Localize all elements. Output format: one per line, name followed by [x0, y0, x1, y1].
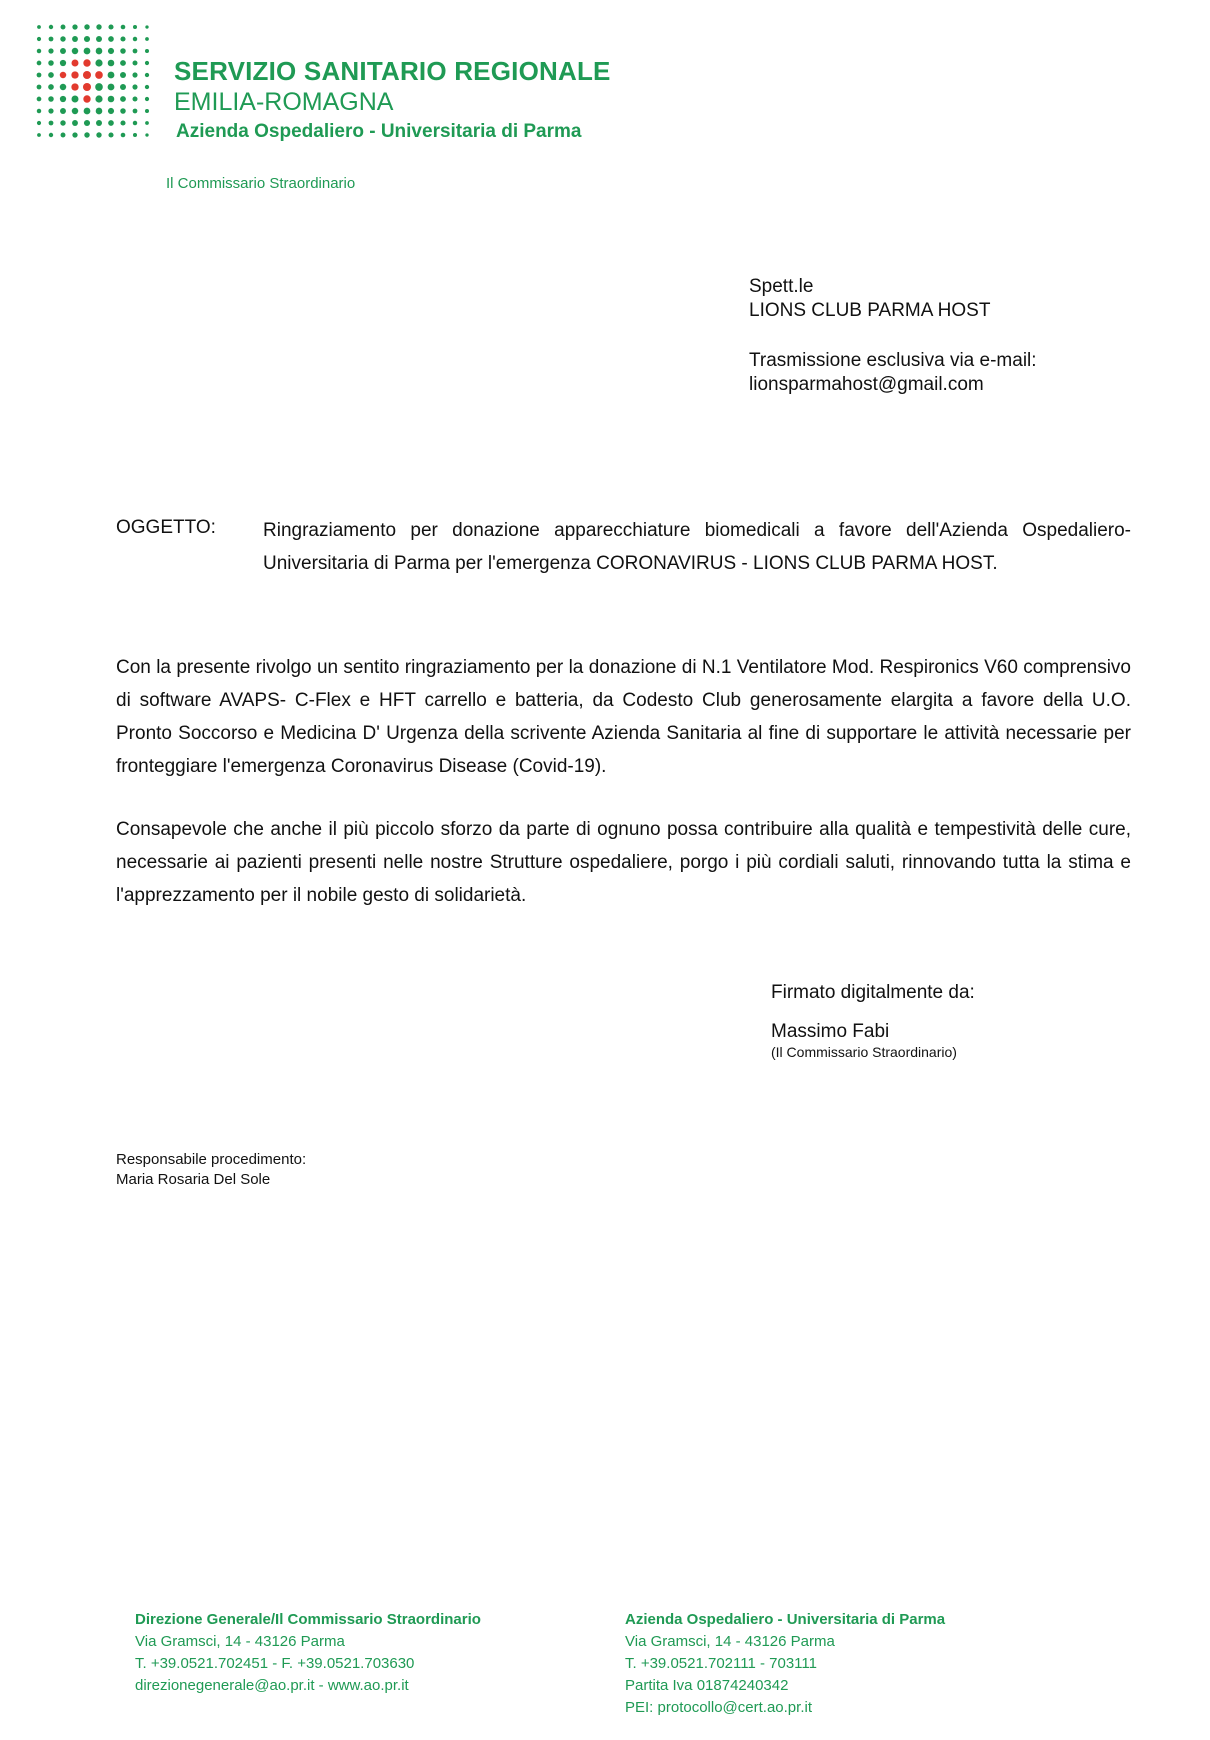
logo-dot: [61, 25, 66, 30]
footer-left-title: Direzione Generale/Il Commissario Straordinario: [135, 1611, 481, 1628]
logo-dot: [145, 37, 149, 41]
logo-dot: [95, 71, 103, 79]
logo-dot: [37, 37, 41, 41]
logo-dot: [145, 25, 148, 28]
logo-dot: [95, 95, 102, 102]
footer-left-phone: T. +39.0521.702451 - F. +39.0521.703630: [135, 1655, 415, 1672]
logo-dot: [108, 84, 115, 91]
logo-dot-grid: [34, 22, 154, 142]
logo-dot: [108, 48, 114, 54]
recipient-salutation: Spett.le: [749, 276, 814, 297]
logo-dot: [96, 48, 103, 55]
logo-dot: [96, 120, 102, 126]
footer-left-web: direzionegenerale@ao.pr.it - www.ao.pr.it: [135, 1677, 409, 1694]
recipient-name: LIONS CLUB PARMA HOST: [749, 300, 991, 321]
logo-dot: [108, 132, 113, 137]
logo-dot: [37, 49, 41, 53]
logo-dot: [145, 61, 149, 65]
logo-dot: [95, 59, 102, 66]
responsible-name: Maria Rosaria Del Sole: [116, 1171, 271, 1188]
recipient-transmission: Trasmissione esclusiva via e-mail:: [749, 350, 1037, 371]
logo-dot: [120, 36, 125, 41]
logo-dot: [72, 132, 77, 137]
logo-dot: [108, 108, 114, 114]
logo-dot: [37, 61, 42, 66]
logo-dot: [145, 97, 149, 101]
logo-dot: [132, 84, 137, 89]
logo-dot: [108, 24, 113, 29]
logo-dot: [133, 109, 138, 114]
logo-dot: [37, 133, 41, 137]
signature-role: (Il Commissario Straordinario): [771, 1044, 957, 1060]
logo-dot: [48, 96, 54, 102]
logo-dot: [84, 48, 91, 55]
logo-dot: [83, 83, 91, 91]
logo-dot: [96, 108, 103, 115]
logo-dot: [121, 25, 126, 30]
logo-dot: [49, 121, 54, 126]
logo-dot: [72, 36, 78, 42]
footer-right-pec: PEI: protocollo@cert.ao.pr.it: [625, 1699, 812, 1716]
logo-dot: [120, 96, 126, 102]
logo-dot: [120, 108, 126, 114]
logo-dot: [120, 120, 125, 125]
logo-dot: [84, 108, 91, 115]
logo-dot: [60, 108, 66, 114]
signature-label: Firmato digitalmente da:: [771, 982, 975, 1003]
logo-dot: [108, 36, 114, 42]
logo-dot: [48, 84, 54, 90]
logo-dot: [60, 48, 66, 54]
logo-dot: [132, 96, 137, 101]
logo-dot: [37, 85, 42, 90]
logo-dot: [49, 37, 54, 42]
recipient-email: lionsparmahost@gmail.com: [749, 374, 984, 395]
logo-dot: [49, 133, 53, 137]
logo-dot: [96, 132, 101, 137]
logo-dot: [121, 133, 126, 138]
logo-dot: [145, 133, 148, 136]
logo-dot: [49, 25, 53, 29]
subject-text: Ringraziamento per donazione apparecchiature biomedicali a favore dell'Azienda Ospedaliero-Universitaria di Parma per l'emergenza CORONAVIRUS - LIONS CLUB PARMA HOST.: [263, 520, 1131, 574]
logo-dot: [60, 36, 65, 41]
body-paragraph-1: Con la presente rivolgo un sentito ringraziamento per la donazione di N.1 Ventilatore Mod. Respironics V60 comprensivo di software AVAPS- C-Flex e HFT carrello e batteria, da Codesto Club generosamente elargita a favore della U.O. Pronto Soccorso e Medicina D' Urgenza della scrivente Azienda Sanitaria al fine di supportare le attività necessarie per fronteggiare l'emergenza Coronavirus Disease (Covid-19).: [116, 657, 1131, 777]
subject-label: OGGETTO:: [116, 517, 216, 538]
logo-dot: [132, 72, 137, 77]
logo-dot: [72, 60, 79, 67]
footer-right-address: Via Gramsci, 14 - 43126 Parma: [625, 1633, 835, 1650]
footer-left: [135, 1609, 481, 1697]
logo-dot: [120, 60, 126, 66]
logo-dot: [133, 37, 137, 41]
logo-dot: [84, 24, 89, 29]
logo-dot: [61, 133, 66, 138]
logo-dot: [108, 72, 115, 79]
footer-left-address: Via Gramsci, 14 - 43126 Parma: [135, 1633, 345, 1650]
signature-name: Massimo Fabi: [771, 1021, 890, 1042]
logo-dot: [83, 95, 90, 102]
logo-dot: [108, 120, 114, 126]
logo-dot: [133, 133, 137, 137]
logo-dot: [72, 108, 78, 114]
logo-dot: [48, 48, 53, 53]
logo-dot: [83, 59, 90, 66]
footer-right: [625, 1609, 945, 1719]
logo-dot: [96, 36, 102, 42]
logo-dot: [72, 120, 78, 126]
logo-dot: [37, 109, 41, 113]
logo-dot: [71, 71, 78, 78]
footer-right-vat: Partita Iva 01874240342: [625, 1677, 789, 1694]
logo-dot: [84, 36, 90, 42]
logo-dot: [71, 83, 78, 90]
org-name-line3: Azienda Ospedaliero - Universitaria di Parma: [176, 121, 582, 142]
logo-dot: [145, 49, 149, 53]
logo-dot: [145, 109, 149, 113]
logo-dot: [133, 49, 138, 54]
logo-dot: [108, 60, 115, 67]
logo-dot: [145, 73, 149, 77]
logo-dot: [84, 120, 90, 126]
logo-dot: [145, 85, 149, 89]
logo-dot: [133, 25, 137, 29]
logo-dot: [108, 96, 115, 103]
logo-dot: [37, 73, 42, 78]
logo-dot: [48, 108, 53, 113]
logo-dot: [72, 48, 78, 54]
body-paragraph-2: Consapevole che anche il più piccolo sforzo da parte di ognuno possa contribuire alla qualità e tempestività delle cure, necessarie ai pazienti presenti nelle nostre Strutture ospedaliere, porgo i più cordiali saluti, rinnovando tutta la stima e l'apprezzamento per il nobile gesto di solidarietà.: [116, 819, 1131, 906]
logo-dot: [60, 120, 65, 125]
logo-dot: [60, 72, 67, 79]
logo-dot: [120, 72, 126, 78]
logo-dot: [72, 24, 77, 29]
logo-dot: [96, 24, 101, 29]
logo-dot: [37, 121, 41, 125]
org-name-line1: SERVIZIO SANITARIO REGIONALE: [174, 56, 611, 86]
logo-dot: [133, 121, 137, 125]
footer-right-phone: T. +39.0521.702111 - 703111: [625, 1655, 817, 1672]
logo-dot: [95, 83, 103, 91]
logo-dot: [37, 25, 41, 29]
logo-dot: [60, 96, 66, 102]
logo-dot: [60, 60, 66, 66]
logo-dot: [83, 71, 91, 79]
logo-dot: [37, 97, 42, 102]
logo-dot: [120, 48, 126, 54]
logo-dot: [145, 121, 149, 125]
logo-dot: [120, 84, 126, 90]
office-label: Il Commissario Straordinario: [166, 175, 356, 192]
logo-dot: [72, 96, 79, 103]
logo-dot: [84, 132, 89, 137]
logo-dot: [132, 60, 137, 65]
logo-dot: [48, 72, 54, 78]
responsible-label: Responsabile procedimento:: [116, 1151, 307, 1168]
logo-dot: [60, 84, 67, 91]
logo-dot: [48, 60, 54, 66]
org-name-line2: EMILIA-ROMAGNA: [174, 88, 394, 116]
footer-right-title: Azienda Ospedaliero - Universitaria di Parma: [625, 1611, 946, 1628]
